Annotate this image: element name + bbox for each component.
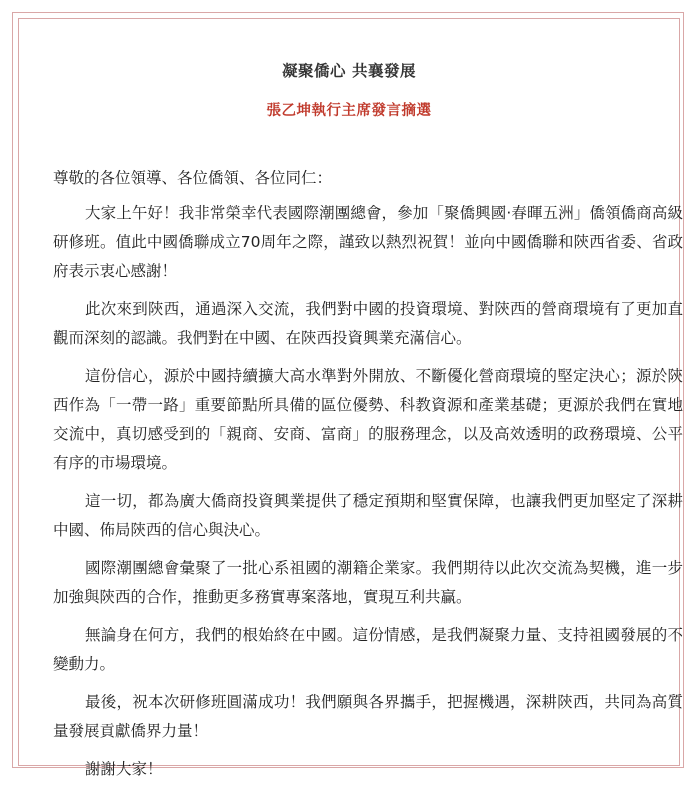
paragraph-5: 國際潮團總會彙聚了一批心系祖國的潮籍企業家。我們期待以此次交流為契機，進一步加強與陝西的合作，推動更多務實專案落地，實現互利共贏。 xyxy=(53,559,683,606)
paragraph-1: 大家上午好！我非常榮幸代表國際潮團總會，參加「聚僑興國·春暉五洲」僑領僑商高級研修班。值此中國僑聯成立70周年之際，謹致以熱烈祝賀！並向中國僑聯和陝西省委、省政府表示衷心感謝！ xyxy=(53,204,683,280)
paragraph-7: 最後，祝本次研修班圓滿成功！我們願與各界攜手，把握機遇，深耕陝西，共同為高質量發展貢獻僑界力量！ xyxy=(53,693,683,740)
article-body xyxy=(53,164,683,793)
paragraph-4: 這一切，都為廣大僑商投資興業提供了穩定預期和堅實保障，也讓我們更加堅定了深耕中國、佈局陝西的信心與決心。 xyxy=(53,492,683,539)
paragraph-2: 此次來到陝西，通過深入交流，我們對中國的投資環境、對陝西的營商環境有了更加直觀而深刻的認識。我們對在中國、在陝西投資興業充滿信心。 xyxy=(53,300,683,347)
closing-thanks: 謝謝大家！ xyxy=(85,760,163,778)
article-title: 凝聚僑心 共襄發展 xyxy=(282,62,416,80)
paragraph-3: 這份信心，源於中國持續擴大高水準對外開放、不斷優化營商環境的堅定決心；源於陝西作為「一帶一路」重要節點所具備的區位優勢、科教資源和產業基礎；更源於我們在實地交流中，真切感受到的「親商、安商、富商」的服務理念，以及高效透明的政務環境、公平有序的市場環境。 xyxy=(53,367,683,472)
article-subtitle: 張乙坤執行主席發言摘選 xyxy=(266,103,432,119)
paragraph-6: 無論身在何方，我們的根始終在中國。這份情感，是我們凝聚力量、支持祖國發展的不變動力。 xyxy=(53,626,683,673)
salutation: 尊敬的各位領導、各位僑領、各位同仁： xyxy=(53,169,333,187)
inner-frame xyxy=(18,18,683,778)
